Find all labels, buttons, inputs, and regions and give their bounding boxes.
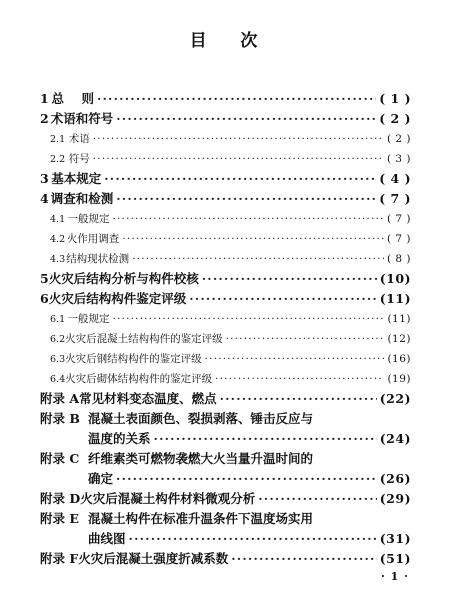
toc-entry-appendix-c[interactable]	[40, 450, 411, 468]
toc-entry-appendix-a[interactable]	[40, 390, 411, 408]
toc-entry-appendix-f[interactable]	[40, 550, 411, 568]
toc-entry-4[interactable]	[40, 190, 411, 208]
toc-entry-number: 6.2	[50, 334, 66, 345]
toc-entry-number: 2.1	[50, 134, 66, 145]
toc-entry-title: 一般规定	[67, 313, 110, 325]
toc-entry-number: 6.4	[50, 374, 66, 385]
toc-leader-dots	[116, 190, 376, 208]
toc-entry-6-1[interactable]	[50, 310, 411, 328]
toc-leader-dots	[112, 310, 384, 328]
toc-entry-6[interactable]	[40, 290, 411, 308]
toc-leader-dots	[220, 390, 377, 408]
toc-entry-title-continued: 温度的关系	[88, 431, 151, 446]
toc-leader-dots	[122, 230, 384, 248]
toc-entry-title: 火灾后结构构件鉴定评级	[48, 291, 187, 306]
toc-page-number: ( 7 )	[386, 233, 411, 245]
toc-entry-number: 1	[40, 91, 49, 106]
toc-entry-title: 混凝土构件在标准升温条件下温度场实用	[88, 511, 314, 526]
toc-entry-title: 火灾后结构分析与构件校核	[48, 271, 199, 286]
toc-page-number: ( 2 )	[386, 133, 411, 145]
toc-entry-number: 4.3	[50, 254, 66, 265]
toc-entry-2-2[interactable]	[50, 150, 411, 168]
toc-entry-appendix-e[interactable]	[40, 510, 411, 528]
toc-page-number: ( 7 )	[379, 191, 411, 206]
toc-entry-3[interactable]	[40, 170, 411, 188]
toc-entry-number: 6.1	[50, 314, 66, 325]
toc-entry-number: 2	[40, 111, 49, 126]
toc-entry-title: 总 则	[51, 91, 94, 106]
toc-leader-dots	[231, 550, 377, 568]
toc-page-number: (12)	[387, 333, 411, 345]
toc-entry-title: 火灾后混凝土构件材料微观分析	[80, 491, 256, 506]
toc-entry-title-continued: 确定	[88, 471, 114, 486]
toc-entry-number: 4.2	[50, 234, 66, 245]
toc-entry-number: 附录 E	[40, 511, 79, 526]
toc-entry-appendix-c-continued[interactable]	[88, 470, 411, 488]
toc-leader-dots	[215, 370, 384, 388]
page-title: 目 次	[189, 31, 260, 51]
toc-page-number: (51)	[379, 551, 411, 566]
toc-page-number: (19)	[387, 373, 411, 385]
toc-leader-dots	[202, 270, 377, 288]
toc-entry-appendix-d[interactable]	[40, 490, 411, 508]
toc-entry-title: 火作用调查	[66, 233, 120, 245]
page-footer-number: · 1 ·	[381, 570, 409, 583]
toc-entry-appendix-e-continued[interactable]	[88, 530, 411, 548]
toc-leader-dots	[97, 90, 376, 108]
toc-entry-4-2[interactable]	[50, 230, 411, 248]
toc-entry-appendix-b[interactable]	[40, 410, 411, 428]
toc-page-number: (26)	[379, 471, 411, 486]
toc-entry-title: 火灾后砌体结构构件的鉴定评级	[65, 373, 213, 385]
toc-leader-dots	[132, 250, 384, 268]
toc-page-number: ( 4 )	[379, 171, 411, 186]
toc-entry-title: 火灾后混凝土结构构件的鉴定评级	[65, 333, 223, 345]
toc-entry-6-3[interactable]	[50, 350, 411, 368]
toc-entry-title: 术语	[68, 133, 90, 145]
toc-entry-title: 火灾后钢结构构件的鉴定评级	[65, 353, 202, 365]
toc-entry-number: 5	[40, 271, 49, 286]
toc-entry-number: 6.3	[50, 354, 66, 365]
toc-page-number: (29)	[379, 491, 411, 506]
toc-leader-dots	[258, 490, 377, 508]
toc-entry-number: 3	[40, 171, 49, 186]
toc-leader-dots	[93, 130, 384, 148]
toc-entry-number: 2.2	[50, 154, 66, 165]
toc-page-number: (11)	[379, 291, 411, 306]
toc-entry-2[interactable]	[40, 110, 411, 128]
toc-entry-title: 常见材料变态温度、燃点	[79, 391, 217, 406]
toc-entry-title: 混凝土表面颜色、裂损剥落、锤击反应与	[88, 411, 314, 426]
toc-page-number: ( 8 )	[386, 253, 411, 265]
toc-entry-2-1[interactable]	[50, 130, 411, 148]
toc-leader-dots	[93, 150, 384, 168]
toc-entry-title: 纤维素类可燃物袭燃大火当量升温时间的	[88, 451, 314, 466]
toc-entry-4-3[interactable]	[50, 250, 411, 268]
toc-entry-6-4[interactable]	[50, 370, 411, 388]
toc-page-number: (22)	[379, 391, 411, 406]
toc-entry-number: 附录 B	[40, 411, 80, 426]
toc-entry-number: 6	[40, 291, 49, 306]
toc-entry-title: 基本规定	[51, 171, 102, 186]
toc-page-number: (31)	[379, 531, 411, 546]
toc-leader-dots	[116, 110, 376, 128]
toc-entry-5[interactable]	[40, 270, 411, 288]
toc-entry-title: 调查和检测	[50, 191, 114, 206]
toc-entry-number: 4	[40, 191, 49, 206]
toc-leader-dots	[154, 430, 377, 448]
toc-entry-6-2[interactable]	[50, 330, 411, 348]
toc-leader-dots	[112, 210, 383, 228]
toc-entry-title: 符号	[68, 153, 90, 165]
toc-page-number: ( 1 )	[379, 91, 411, 106]
toc-page-number: (11)	[387, 313, 411, 325]
toc-entry-title: 术语和符号	[50, 111, 114, 126]
toc-leader-dots	[189, 290, 377, 308]
toc-leader-dots	[104, 170, 376, 188]
toc-page-number: (10)	[379, 271, 411, 286]
toc-leader-dots	[205, 350, 385, 368]
toc-page-number: (16)	[387, 353, 411, 365]
toc-entry-4-1[interactable]	[50, 210, 411, 228]
toc-page-number: (24)	[379, 431, 411, 446]
toc-leader-dots	[226, 330, 385, 348]
toc-entry-1[interactable]	[40, 90, 411, 108]
toc-entry-title: 一般规定	[67, 213, 110, 225]
toc-entry-number: 附录 A	[40, 391, 80, 406]
toc-entry-appendix-b-continued[interactable]	[88, 430, 411, 448]
toc-leader-dots	[129, 530, 377, 548]
toc-leader-dots	[116, 470, 377, 488]
toc-entry-number: 附录 F	[40, 551, 79, 566]
toc-page-number: ( 7 )	[386, 213, 411, 225]
toc-entry-title: 火灾后混凝土强度折减系数	[78, 551, 229, 566]
toc-entry-number: 4.1	[50, 214, 66, 225]
toc-entry-title-continued: 曲线图	[88, 531, 126, 546]
toc-entry-title: 结构现状检测	[66, 253, 130, 265]
toc-page-number: ( 3 )	[386, 153, 411, 165]
toc-page-number: ( 2 )	[379, 111, 411, 126]
toc-entry-number: 附录 D	[40, 491, 81, 506]
toc-entry-number: 附录 C	[40, 451, 80, 466]
